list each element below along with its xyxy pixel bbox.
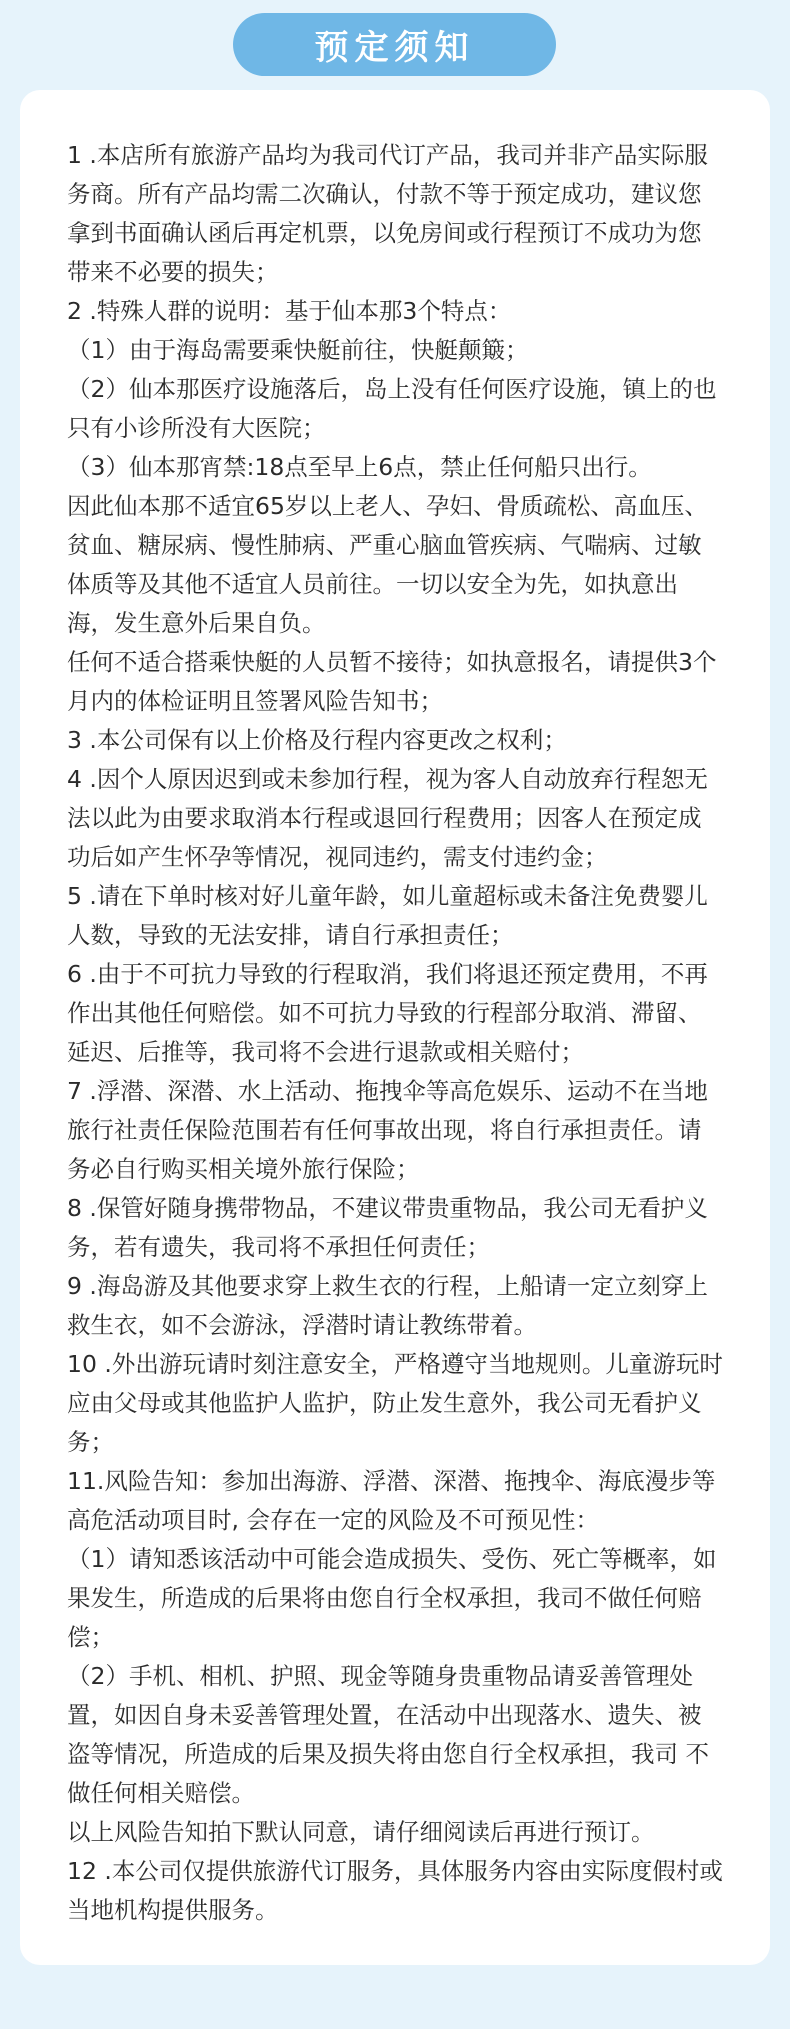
notice-paragraph: 3 .本公司保有以上价格及行程内容更改之权利； bbox=[67, 726, 567, 754]
notice-paragraph: 9 .海岛游及其他要求穿上救生衣的行程，上船请一定立刻穿上救生衣，如不会游泳，浮潜时请让教练带着。 bbox=[67, 1272, 708, 1339]
page-title: 预定须知 bbox=[314, 28, 475, 68]
notice-paragraph: 7 .浮潜、深潜、水上活动、拖拽伞等高危娱乐、运动不在当地旅行社责任保险范围若有任何事故出现，将自行承担责任。请务必自行购买相关境外旅行保险； bbox=[67, 1077, 708, 1183]
notice-paragraph: 因此仙本那不适宜65岁以上老人、孕妇、骨质疏松、高血压、贫血、糖尿病、慢性肺病、严重心脑血管疾病、气喘病、过敏体质等及其他不适宜人员前往。一切以安全为先，如执意出海，发生意外后果自负。 bbox=[67, 492, 708, 637]
notice-paragraph: 8 .保管好随身携带物品，不建议带贵重物品，我公司无看护义务，若有遗失，我司将不承担任何责任； bbox=[67, 1194, 708, 1261]
notice-paragraph: 2 .特殊人群的说明：基于仙本那3个特点： bbox=[67, 297, 512, 325]
notice-paragraph: 任何不适合搭乘快艇的人员暂不接待；如执意报名，请提供3个月内的体检证明且签署风险告知书； bbox=[67, 648, 717, 715]
notice-paragraph: （1）请知悉该活动中可能会造成损失、受伤、死亡等概率，如果发生，所造成的后果将由您自行全权承担，我司不做任何赔偿； bbox=[67, 1545, 717, 1651]
title-banner bbox=[233, 13, 556, 76]
notice-paragraph: 1 .本店所有旅游产品均为我司代订产品，我司并非产品实际服务商。所有产品均需二次确认，付款不等于预定成功，建议您拿到书面确认函后再定机票，以免房间或行程预订不成功为您带来不必要的损失； bbox=[67, 141, 708, 286]
notice-paragraph: 11.风险告知：参加出海游、浮潜、深潜、拖拽伞、海底漫步等高危活动项目时, 会存在一定的风险及不可预见性： bbox=[67, 1467, 716, 1534]
notice-paragraph: 6 .由于不可抗力导致的行程取消，我们将退还预定费用，不再作出其他任何赔偿。如不可抗力导致的行程部分取消、滞留、延迟、后推等，我司将不会进行退款或相关赔付； bbox=[67, 960, 708, 1066]
notice-paragraph: 5 .请在下单时核对好儿童年龄，如儿童超标或未备注免费婴儿人数，导致的无法安排，请自行承担责任； bbox=[67, 882, 708, 949]
notice-paragraph: 10 .外出游玩请时刻注意安全，严格遵守当地规则。儿童游玩时应由父母或其他监护人监护，防止发生意外，我公司无看护义务； bbox=[67, 1350, 723, 1456]
notice-paragraph: 12 .本公司仅提供旅游代订服务，具体服务内容由实际度假村或当地机构提供服务。 bbox=[67, 1857, 723, 1924]
notice-paragraph: 以上风险告知拍下默认同意，请仔细阅读后再进行预订。 bbox=[67, 1818, 655, 1846]
notice-paragraph: 4 .因个人原因迟到或未参加行程，视为客人自动放弃行程恕无法以此为由要求取消本行程或退回行程费用；因客人在预定成功后如产生怀孕等情况，视同违约，需支付违约金； bbox=[67, 765, 708, 871]
notice-paragraph: （3）仙本那宵禁:18点至早上6点，禁止任何船只出行。 bbox=[67, 453, 652, 481]
notice-content bbox=[67, 136, 724, 1930]
notice-paragraph: （2）手机、相机、护照、现金等随身贵重物品请妥善管理处置，如因自身未妥善管理处置，在活动中出现落水、遗失、被盗等情况，所造成的后果及损失将由您自行全权承担，我司 不做任何相关赔偿。 bbox=[67, 1662, 709, 1807]
notice-card bbox=[20, 90, 770, 1965]
notice-paragraph: （2）仙本那医疗设施落后，岛上没有任何医疗设施，镇上的也只有小诊所没有大医院； bbox=[67, 375, 717, 442]
notice-paragraph: （1）由于海岛需要乘快艇前往，快艇颠簸； bbox=[67, 336, 529, 364]
